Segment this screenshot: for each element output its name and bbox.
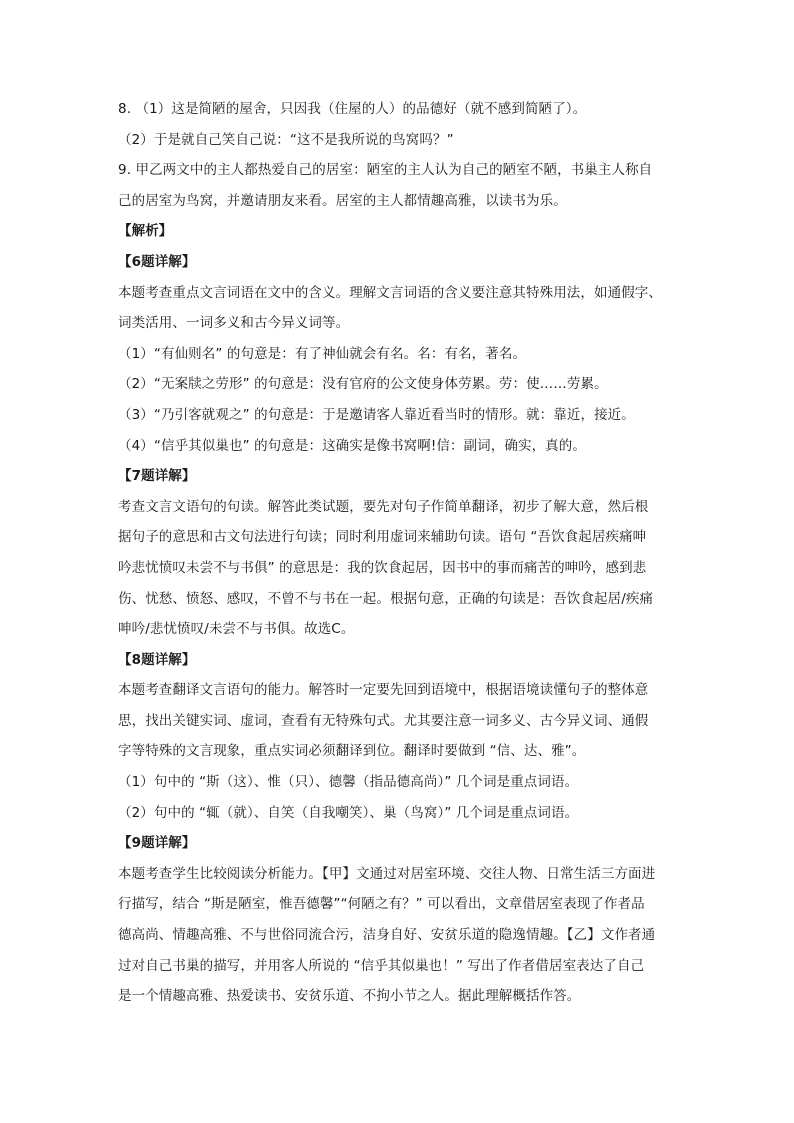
q7-line-2: 据句子的意思和古文句法进行句读；同时利用虚词来辅助句读。语句 “吾饮食起居疾痛呻 bbox=[118, 529, 647, 546]
q9-line-2: 行描写，结合 “斯是陋室，惟吾德馨”“何陋之有？” 可以看出，文章借居室表现了作者品 bbox=[118, 896, 645, 913]
q7-line-4: 伤、忧愁、愤怒、感叹，不曾不与书在一起。根据句意，正确的句读是：吾饮食起居/疾痛 bbox=[118, 590, 654, 607]
answer-8-2: （2）于是就自己笑自己说：“这不是我所说的鸟窝吗？” bbox=[118, 131, 454, 148]
q8-line-1: 本题考查翻译文言语句的能力。解答时一定要先回到语境中，根据语境读懂句子的整体意 bbox=[118, 682, 649, 699]
q8-heading: 【8题详解】 bbox=[118, 651, 196, 668]
q9-heading: 【9题详解】 bbox=[118, 835, 196, 852]
q8-line-2: 思，找出关键实词、虚词，查看有无特殊句式。尤其要注意一词多义、古今异义词、通假 bbox=[118, 712, 649, 729]
q6-item-2: （2）“无案牍之劳形” 的句意是：没有官府的公文使身体劳累。劳：使……劳累。 bbox=[118, 376, 608, 393]
q6-item-4: （4）“信乎其似巢也” 的句意是：这确实是像书窝啊!信：副词，确实，真的。 bbox=[118, 437, 586, 454]
q6-item-3: （3）“乃引客就观之” 的句意是：于是邀请客人靠近看当时的情形。就：靠近，接近。 bbox=[118, 406, 635, 423]
answer-content bbox=[118, 100, 686, 1018]
q8-item-1: （1）句中的 “斯（这）、惟（只）、德馨（指品德高尚）” 几个词是重点词语。 bbox=[118, 774, 579, 791]
q9-line-1: 本题考查学生比较阅读分析能力。【甲】文通过对居室环境、交往人物、日常生活三方面进 bbox=[118, 865, 656, 882]
q7-line-3: 吟悲忧愤叹未尝不与书俱” 的意思是：我的饮食起居，因书中的事而痛苦的呻吟，感到悲 bbox=[118, 559, 647, 576]
q6-intro-line-2: 词类活用、一词多义和古今异义词等。 bbox=[118, 315, 350, 332]
answer-8-1: 8. （1）这是简陋的屋舍，只因我（住屋的人）的品德好（就不感到简陋了）。 bbox=[118, 101, 587, 117]
q6-heading: 【6题详解】 bbox=[118, 253, 196, 270]
q9-line-4: 过对自己书巢的描写，并用客人所说的 “信乎其似巢也！” 写出了作者借居室表达了自己 bbox=[118, 957, 645, 974]
answer-9-line-2: 己的居室为鸟窝，并邀请朋友来看。居室的主人都情趣高雅，以读书为乐。 bbox=[118, 192, 567, 209]
q6-intro-line-1: 本题考查重点文言词语在文中的含义。理解文言词语的含义要注意其特殊用法，如通假字、 bbox=[118, 284, 662, 301]
q7-heading: 【7题详解】 bbox=[118, 468, 196, 485]
q7-line-1: 考查文言文语句的句读。解答此类试题，要先对句子作简单翻译，初步了解大意，然后根 bbox=[118, 498, 649, 515]
answer-9-line-1: 9. 甲乙两文中的主人都热爱自己的居室：陋室的主人认为自己的陋室不陋，书巢主人称自 bbox=[118, 162, 653, 179]
q8-item-2: （2）句中的 “辄（就）、自笑（自我嘲笑）、巢（鸟窝）” 几个词是重点词语。 bbox=[118, 804, 579, 821]
analysis-heading: 【解析】 bbox=[118, 223, 173, 240]
q8-line-3: 字等特殊的文言现象，重点实词必须翻译到位。翻译时要做到 “信、达、雅”。 bbox=[118, 743, 586, 760]
q6-item-1: （1）“有仙则名” 的句意是：有了神仙就会有名。名：有名，著名。 bbox=[118, 345, 527, 362]
q9-line-3: 德高尚、情趣高雅、不与世俗同流合污，洁身自好、安贫乐道的隐逸情趣。【乙】文作者通 bbox=[118, 927, 656, 944]
q7-line-5: 呻吟/悲忧愤叹/未尝不与书俱。故选C。 bbox=[118, 621, 355, 638]
q9-line-5: 是一个情趣高雅、热爱读书、安贫乐道、不拘小节之人。据此理解概括作答。 bbox=[118, 988, 581, 1005]
